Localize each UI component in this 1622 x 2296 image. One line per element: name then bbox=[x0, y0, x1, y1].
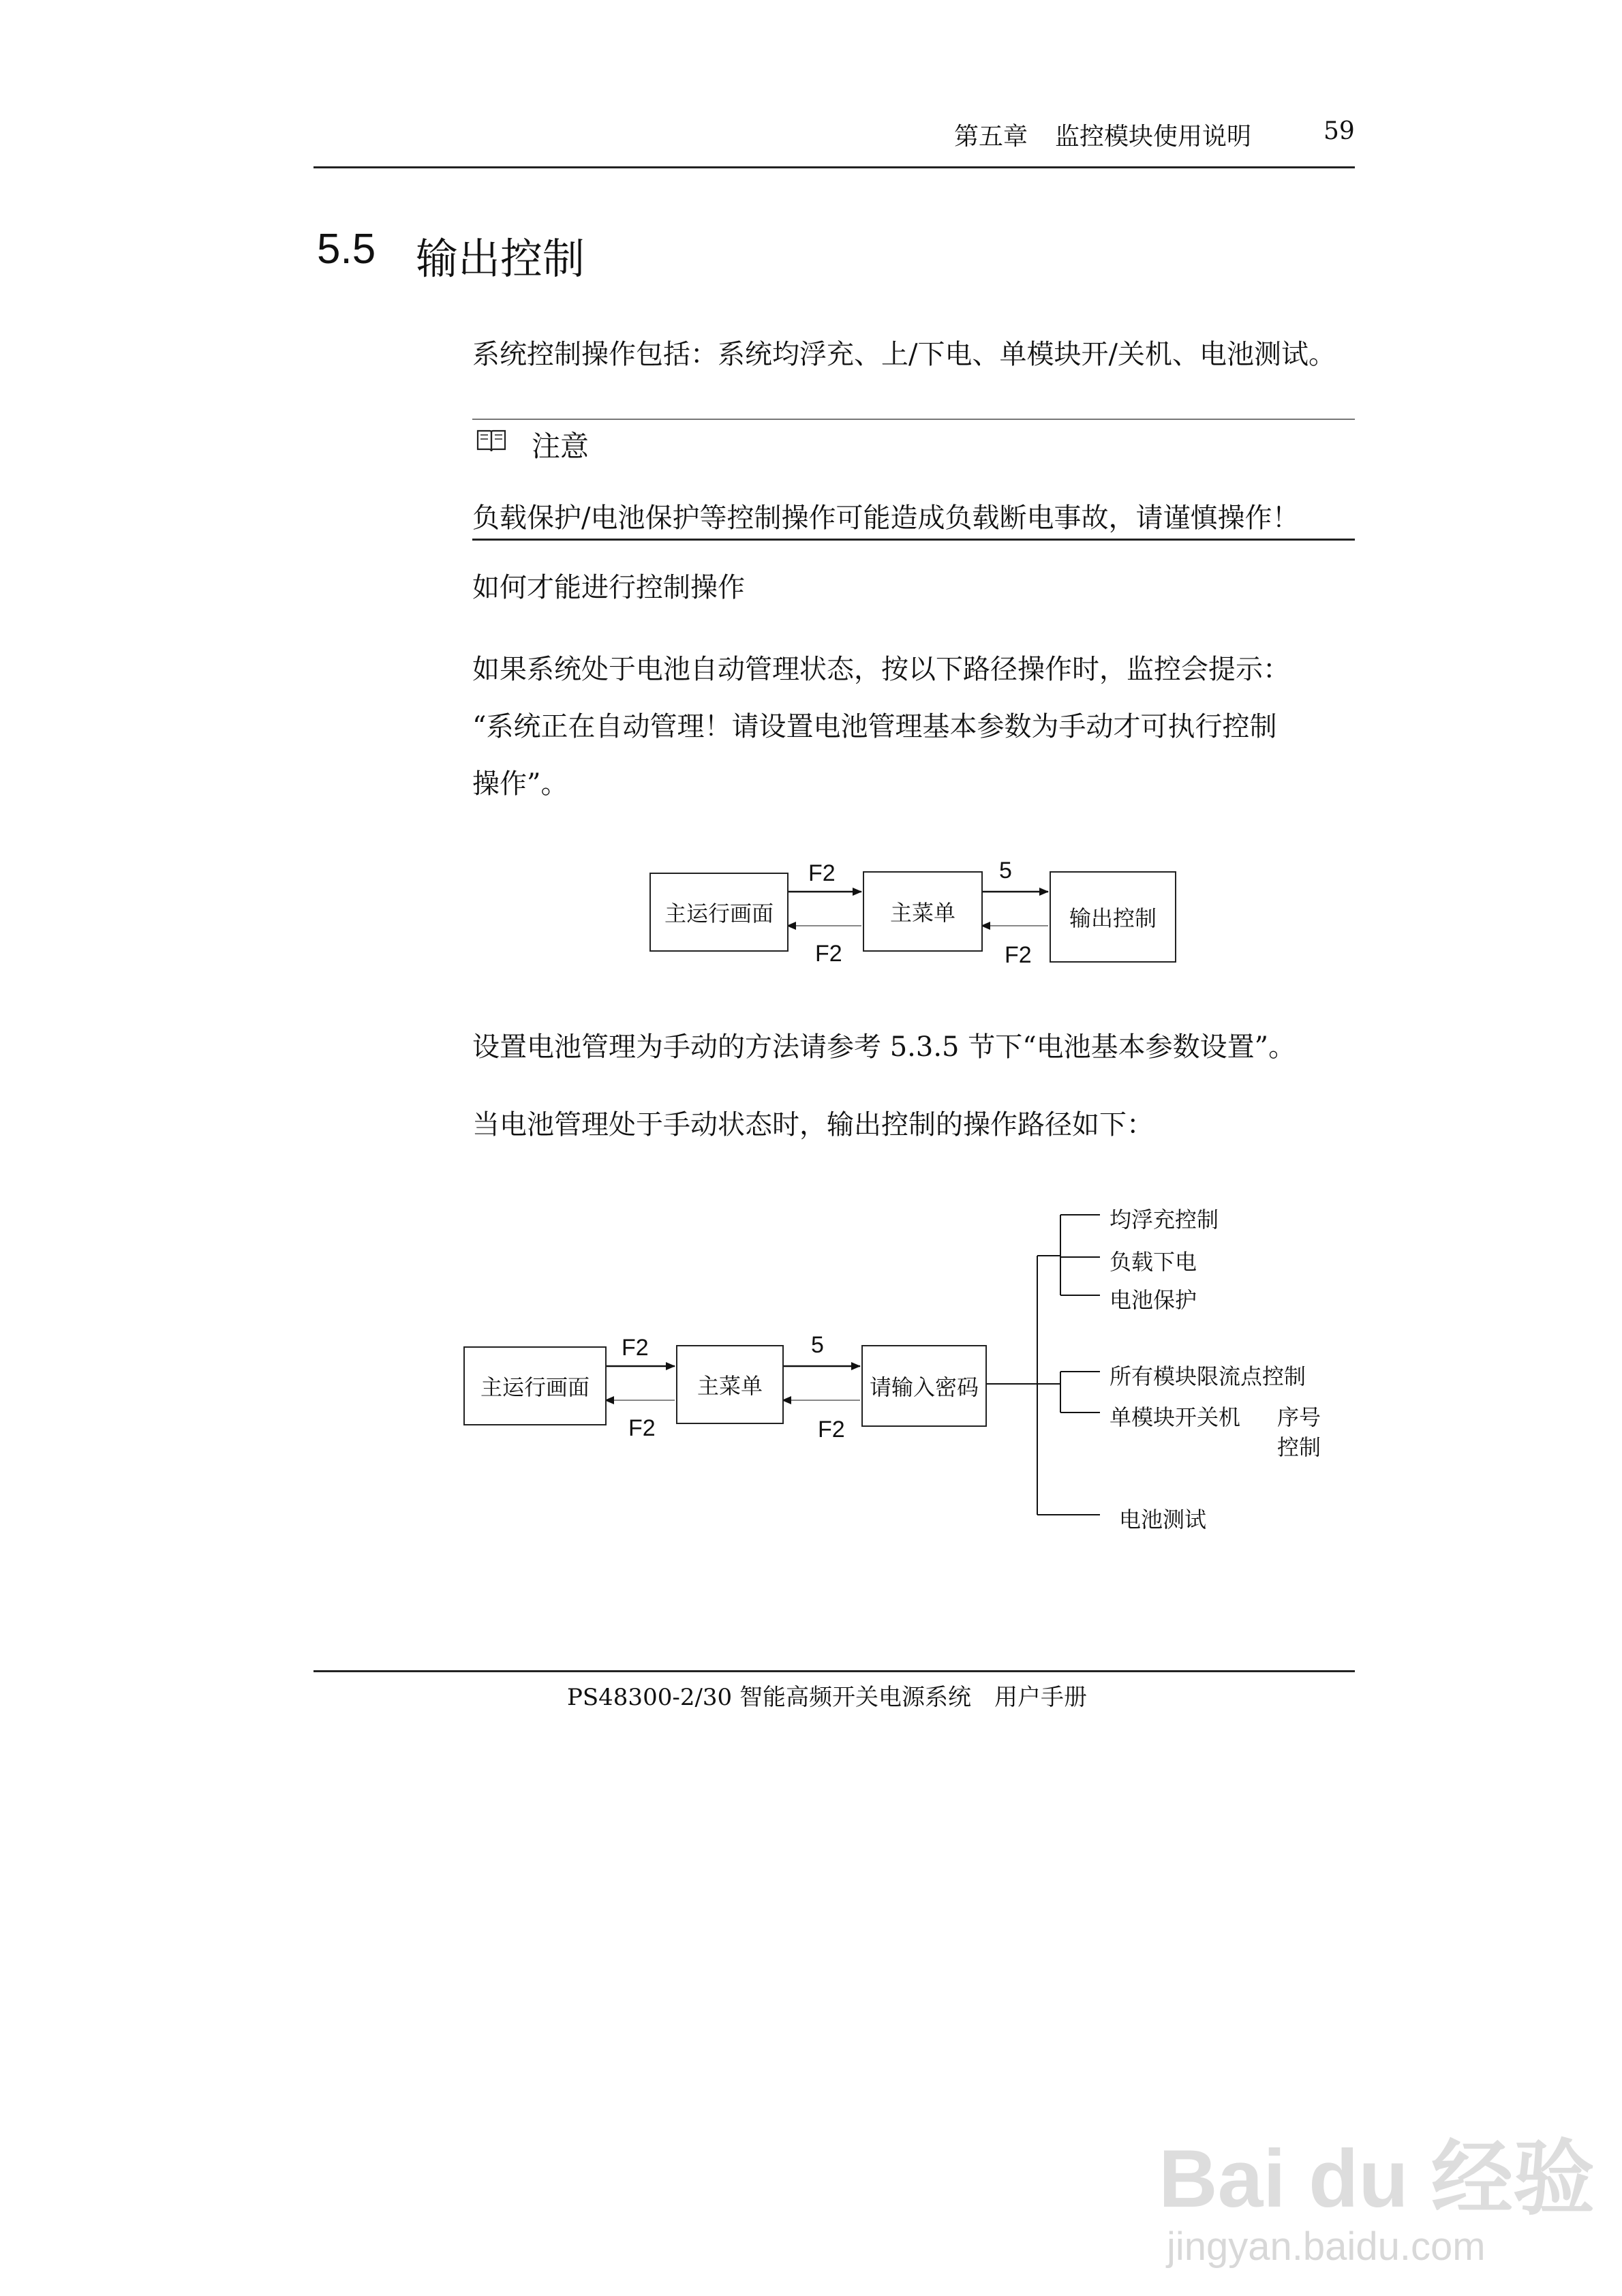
d1-key-back2: F2 bbox=[1005, 942, 1032, 968]
baidu-watermark-logo: Bai du 经验 bbox=[1159, 2133, 1595, 2224]
how-to-heading: 如何才能进行控制操作 bbox=[472, 572, 745, 603]
paragraph2: 设置电池管理为手动的方法请参考 5.3.5 节下“电池基本参数设置”。 bbox=[472, 1031, 1296, 1063]
branch-control-label: 控制 bbox=[1277, 1434, 1321, 1460]
branch-battery-protect: 电池保护 bbox=[1110, 1287, 1197, 1313]
branch-battery-test: 电池测试 bbox=[1119, 1507, 1207, 1532]
paragraph1-line1: 如果系统处于电池自动管理状态，按以下路径操作时，监控会提示： bbox=[472, 654, 1290, 685]
branch-load-power-off: 负载下电 bbox=[1110, 1249, 1197, 1275]
footer-text: PS48300-2/30 智能高频开关电源系统 用户手册 bbox=[567, 1684, 1087, 1711]
d2-key-back2: F2 bbox=[818, 1417, 845, 1442]
header-chapter-title: 监控模块使用说明 bbox=[1055, 123, 1252, 151]
d1-key-forward2: 5 bbox=[999, 858, 1012, 883]
header-page-number: 59 bbox=[1323, 117, 1355, 145]
note-title: 注意 bbox=[532, 429, 590, 463]
d1-key-back1: F2 bbox=[815, 941, 842, 967]
d1-key-forward1: F2 bbox=[808, 860, 836, 886]
intro-text: 系统控制操作包括：系统均浮充、上/下电、单模块开/关机、电池测试。 bbox=[472, 339, 1336, 370]
branch-serial-label: 序号 bbox=[1277, 1404, 1321, 1430]
d2-box-password: 请输入密码 bbox=[861, 1345, 987, 1427]
d2-box-main-menu: 主菜单 bbox=[676, 1345, 784, 1424]
d1-box-output-control: 输出控制 bbox=[1050, 871, 1176, 963]
paragraph3: 当电池管理处于手动状态时，输出控制的操作路径如下： bbox=[472, 1109, 1154, 1141]
d2-key-back1: F2 bbox=[628, 1415, 656, 1441]
branch-module-onoff: 单模块开关机 bbox=[1110, 1404, 1241, 1430]
branch-current-limit: 所有模块限流点控制 bbox=[1110, 1363, 1306, 1389]
d2-box-main-screen: 主运行画面 bbox=[463, 1346, 607, 1425]
section-number: 5.5 bbox=[317, 226, 376, 273]
d2-key-forward2: 5 bbox=[811, 1332, 824, 1358]
d1-box-main-screen: 主运行画面 bbox=[649, 873, 789, 952]
baidu-watermark-url: jingyan.baidu.com bbox=[1167, 2224, 1486, 2269]
footer-rule bbox=[313, 1670, 1355, 1672]
d2-key-forward1: F2 bbox=[622, 1335, 649, 1361]
header-chapter: 第五章 bbox=[954, 123, 1028, 151]
note-text: 负载保护/电池保护等控制操作可能造成负载断电事故，请谨慎操作！ bbox=[472, 502, 1300, 534]
paragraph1-line3: 操作”。 bbox=[472, 768, 568, 800]
paragraph1-line2: “系统正在自动管理！请设置电池管理基本参数为手动才可执行控制 bbox=[472, 711, 1277, 742]
branch-float-equal-charge: 均浮充控制 bbox=[1110, 1207, 1219, 1233]
d1-box-main-menu: 主菜单 bbox=[863, 871, 983, 952]
section-title: 输出控制 bbox=[416, 234, 585, 284]
